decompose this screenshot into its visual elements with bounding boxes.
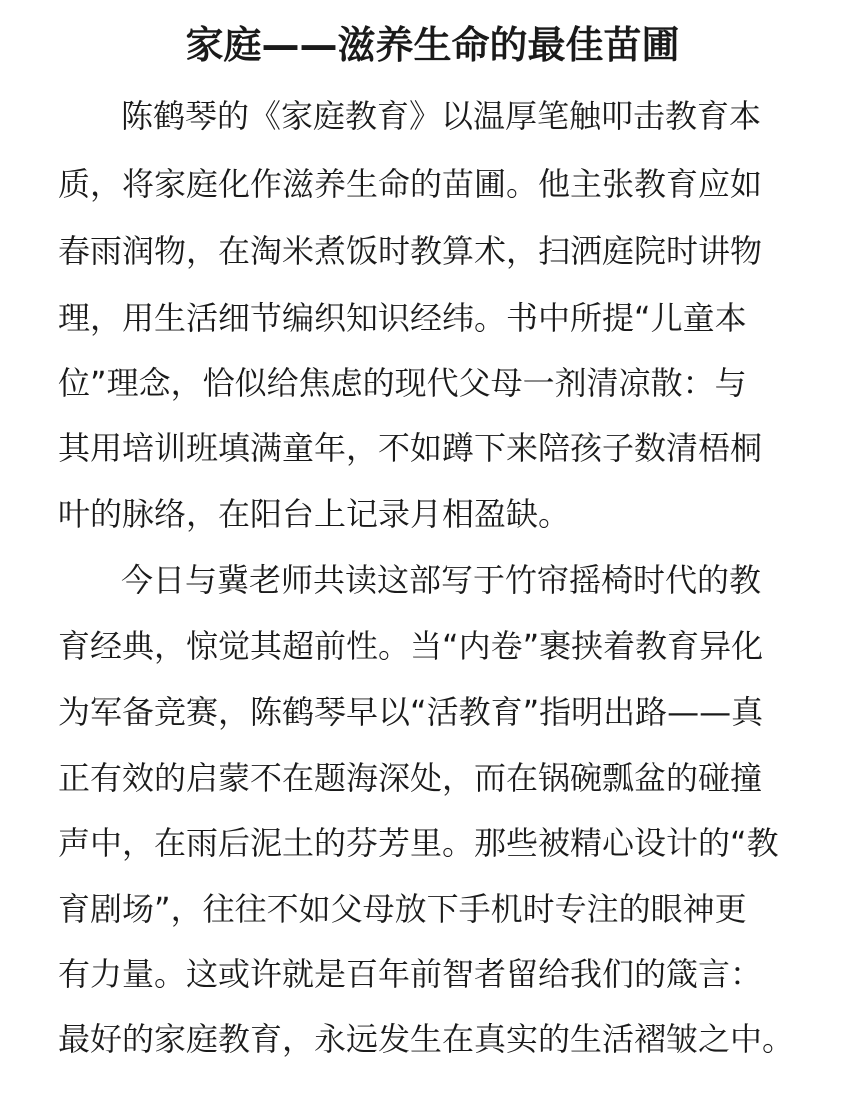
paragraph-line: 其用培训班填满童年，不如蹲下来陪孩子数清梧桐 [58,429,763,467]
paragraph-line: 陈鹤琴的《家庭教育》以温厚笔触叩击教育本 [121,97,762,135]
paragraph-line: 质，将家庭化作滋养生命的苗圃。他主张教育应如 [58,165,763,203]
paragraph-line: 位”理念，恰似给焦虑的现代父母一剂清凉散：与 [58,364,747,402]
paragraph-line: 春雨润物，在淘米煮饭时教算术，扫洒庭院时讲物 [58,232,763,270]
paragraph-line: 今日与冀老师共读这部写于竹帘摇椅时代的教 [121,561,762,599]
paragraph-line: 正有效的启蒙不在题海深处，而在锅碗瓢盆的碰撞 [58,759,763,797]
paragraph-line: 育经典，惊觉其超前性。当“内卷”裹挟着教育异化 [58,627,764,665]
paragraph-line: 理，用生活细节编织知识经纬。书中所提“儿童本 [58,299,747,337]
paragraph-line: 叶的脉络，在阳台上记录月相盈缺。 [58,495,571,533]
article-title: 家庭——滋养生命的最佳苗圃 [185,23,680,67]
paragraph-line: 声中，在雨后泥土的芬芳里。那些被精心设计的“教 [58,824,779,862]
paragraph-line: 为军备竞赛，陈鹤琴早以“活教育”指明出路——真 [58,693,764,731]
paragraph-line: 育剧场”，往往不如父母放下手机时专注的眼神更 [58,890,747,928]
paragraph-line: 最好的家庭教育，永远发生在真实的生活褶皱之中。 [58,1020,795,1058]
paragraph-line: 有力量。这或许就是百年前智者留给我们的箴言： [58,955,763,993]
